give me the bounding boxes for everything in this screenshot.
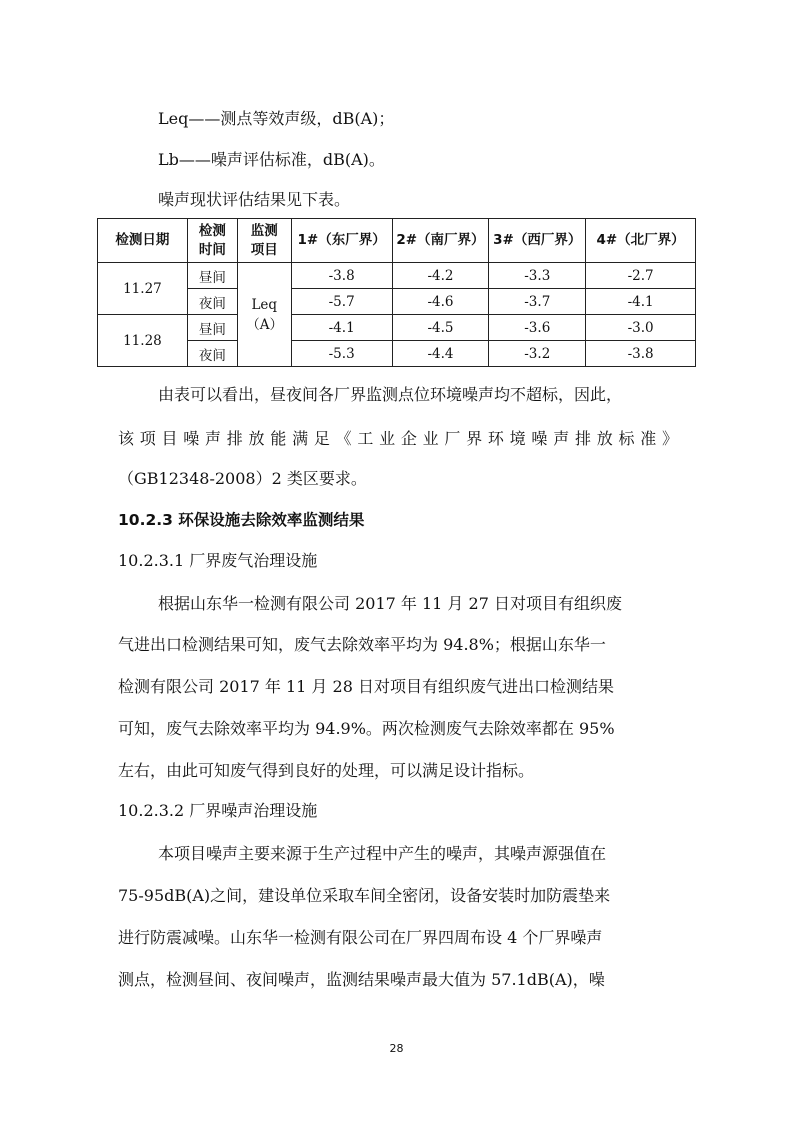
time-cell: 昼间 bbox=[187, 315, 237, 341]
table-intro-text: 噪声现状评估结果见下表。 bbox=[158, 190, 351, 209]
table-row bbox=[98, 341, 696, 367]
value-cell: -4.2 bbox=[392, 263, 489, 289]
table-header-row bbox=[98, 219, 696, 263]
value-cell: -5.3 bbox=[291, 341, 392, 367]
value-cell: -4.1 bbox=[586, 289, 696, 315]
gas-paragraph-line: 气进出口检测结果可知，废气去除效率平均为 94.8%；根据山东华一 bbox=[118, 635, 606, 654]
subsection-heading-gas: 10.2.3.1 厂界废气治理设施 bbox=[118, 551, 318, 570]
value-cell: -4.5 bbox=[392, 315, 489, 341]
header-east: 1#（东厂界） bbox=[291, 219, 392, 263]
noise-paragraph-line: 本项目噪声主要来源于生产过程中产生的噪声，其噪声源强值在 bbox=[158, 844, 607, 863]
conclusion-line-1: 由表可以看出，昼夜间各厂界监测点位环境噪声均不超标，因此， bbox=[158, 385, 623, 404]
time-cell: 夜间 bbox=[187, 289, 237, 315]
table-row bbox=[98, 315, 696, 341]
gas-paragraph-line: 检测有限公司 2017 年 11 月 28 日对项目有组织废气进出口检测结果 bbox=[118, 677, 614, 696]
table-row bbox=[98, 263, 696, 289]
time-cell: 夜间 bbox=[187, 341, 237, 367]
table-row bbox=[98, 289, 696, 315]
header-date: 检测日期 bbox=[98, 219, 188, 263]
item-cell: Leq（A） bbox=[237, 263, 291, 367]
value-cell: -4.6 bbox=[392, 289, 489, 315]
noise-paragraph-line: 75-95dB(A)之间，建设单位采取车间全密闭，设备安装时加防震垫来 bbox=[118, 886, 611, 905]
header-west: 3#（西厂界） bbox=[489, 219, 586, 263]
header-item: 监测项目 bbox=[237, 219, 291, 263]
value-cell: -3.6 bbox=[489, 315, 586, 341]
value-cell: -3.7 bbox=[489, 289, 586, 315]
conclusion-line-2: 该项目噪声排放能满足《工业企业厂界环境噪声排放标准》 bbox=[118, 429, 678, 448]
gas-paragraph-line: 左右，由此可知废气得到良好的处理，可以满足设计指标。 bbox=[118, 761, 535, 780]
time-cell: 昼间 bbox=[187, 263, 237, 289]
page-number: 28 bbox=[389, 1042, 404, 1055]
value-cell: -5.7 bbox=[291, 289, 392, 315]
noise-paragraph-line: 测点，检测昼间、夜间噪声，监测结果噪声最大值为 57.1dB(A)，噪 bbox=[118, 970, 605, 989]
header-south: 2#（南厂界） bbox=[392, 219, 489, 263]
definition-lb: Lb——噪声评估标准，dB(A)。 bbox=[158, 150, 385, 169]
value-cell: -2.7 bbox=[586, 263, 696, 289]
value-cell: -3.2 bbox=[489, 341, 586, 367]
noise-paragraph-line: 进行防震减噪。山东华一检测有限公司在厂界四周布设 4 个厂界噪声 bbox=[118, 928, 603, 947]
value-cell: -3.8 bbox=[586, 341, 696, 367]
header-north: 4#（北厂界） bbox=[586, 219, 696, 263]
date-cell: 11.27 bbox=[98, 263, 188, 315]
section-heading: 10.2.3 环保设施去除效率监测结果 bbox=[118, 511, 365, 529]
subsection-heading-noise: 10.2.3.2 厂界噪声治理设施 bbox=[118, 801, 318, 820]
noise-assessment-table bbox=[97, 218, 696, 367]
definition-leq: Leq——测点等效声级，dB(A)； bbox=[158, 109, 395, 128]
gas-paragraph-line: 根据山东华一检测有限公司 2017 年 11 月 27 日对项目有组织废 bbox=[158, 594, 622, 613]
value-cell: -4.1 bbox=[291, 315, 392, 341]
value-cell: -3.8 bbox=[291, 263, 392, 289]
value-cell: -4.4 bbox=[392, 341, 489, 367]
gas-paragraph-line: 可知，废气去除效率平均为 94.9%。两次检测废气去除效率都在 95% bbox=[118, 719, 615, 738]
date-cell: 11.28 bbox=[98, 315, 188, 367]
value-cell: -3.3 bbox=[489, 263, 586, 289]
conclusion-line-3: （GB12348-2008）2 类区要求。 bbox=[118, 469, 367, 488]
value-cell: -3.0 bbox=[586, 315, 696, 341]
header-time: 检测时间 bbox=[187, 219, 237, 263]
